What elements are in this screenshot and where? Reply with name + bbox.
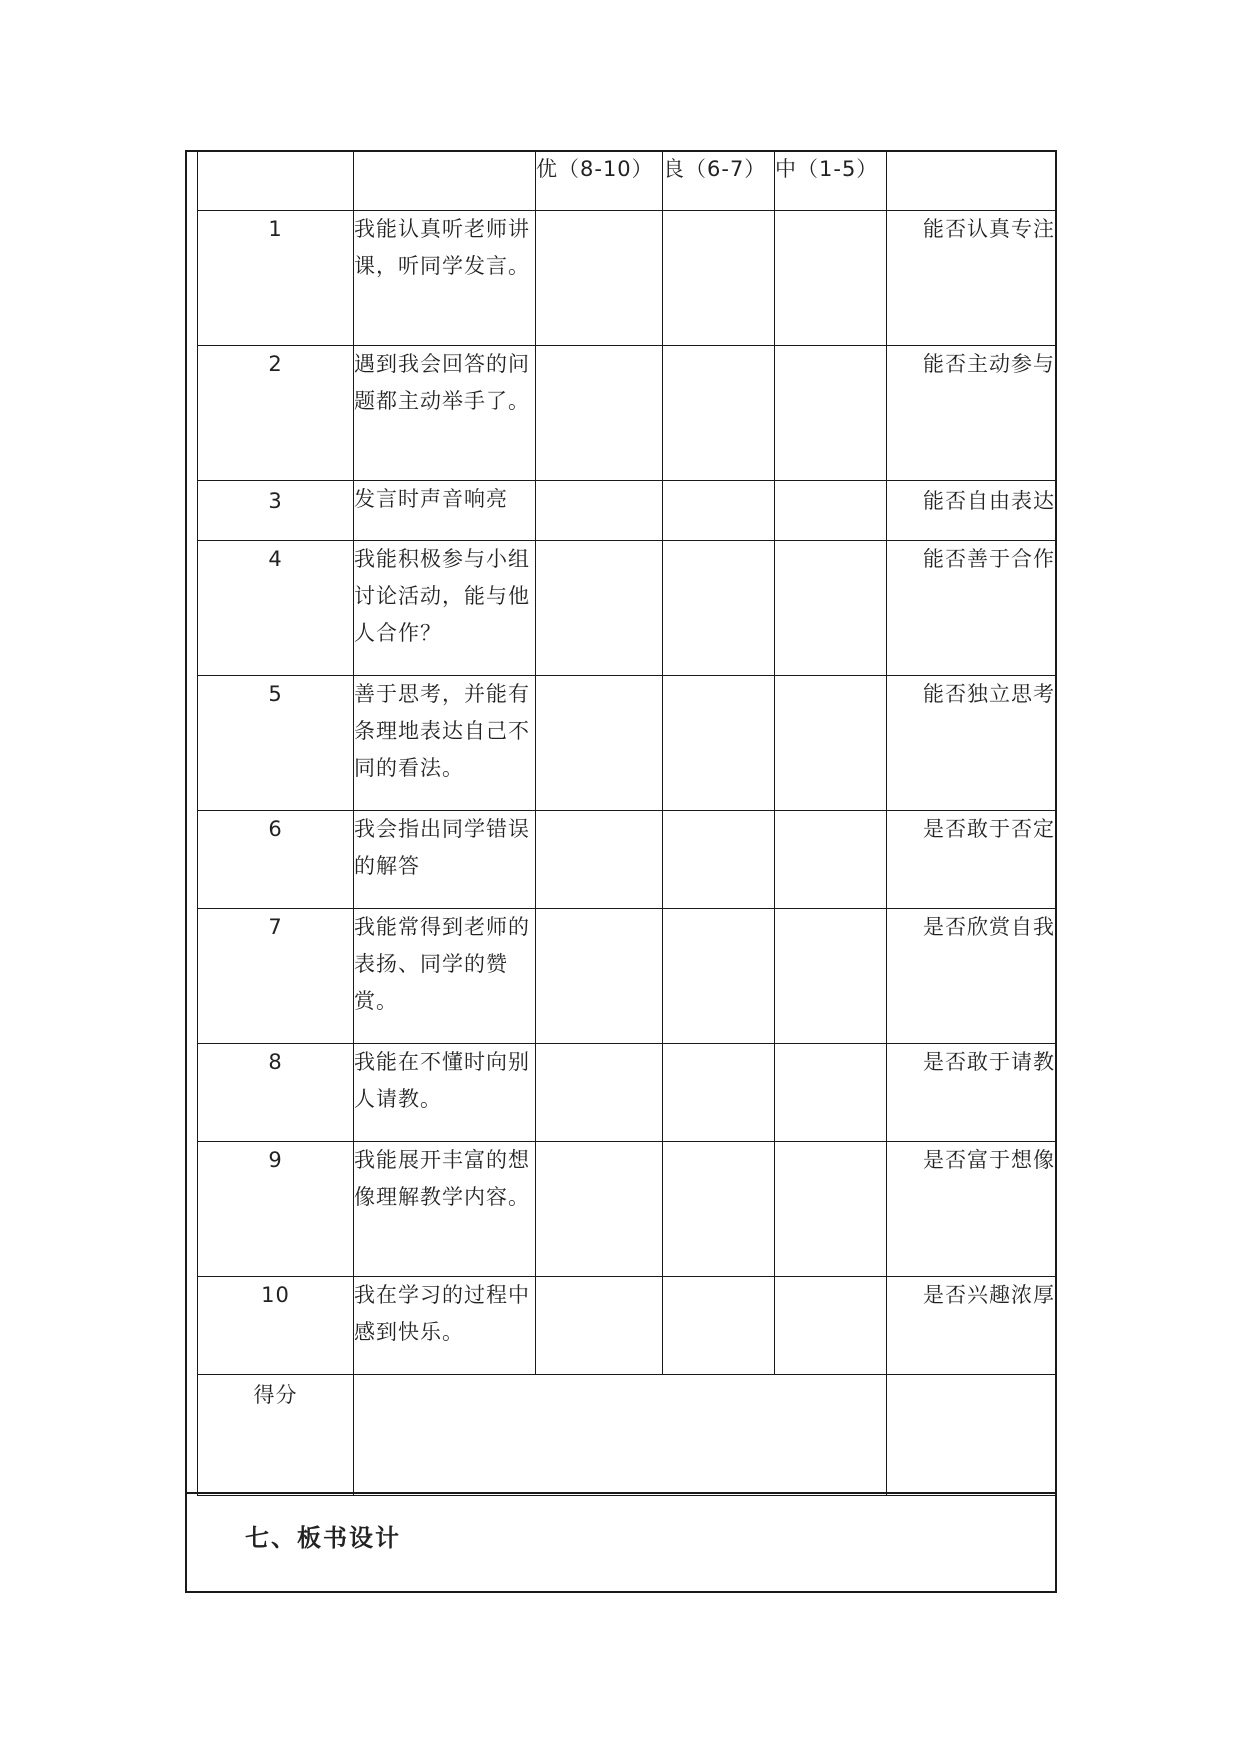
score-cell [775, 811, 887, 909]
row-description: 我能积极参与小组讨论活动，能与他人合作？ [354, 541, 536, 676]
row-criterion: 是否兴趣浓厚 [887, 1277, 1056, 1375]
row-number: 6 [198, 811, 354, 909]
header-level-excellent: 优（8-10） [536, 151, 663, 211]
row-description: 我能在不懂时向别人请教。 [354, 1044, 536, 1142]
score-cell [663, 481, 775, 541]
row-criterion: 能否主动参与 [887, 346, 1056, 481]
score-cell [775, 481, 887, 541]
row-criterion: 是否欣赏自我 [887, 909, 1056, 1044]
row-criterion: 能否独立思考 [887, 676, 1056, 811]
row-description: 我能展开丰富的想像理解教学内容。 [354, 1142, 536, 1277]
score-cell [775, 1044, 887, 1142]
score-cell [775, 346, 887, 481]
score-cell [536, 481, 663, 541]
row-description: 我会指出同学错误的解答 [354, 811, 536, 909]
score-cell [775, 541, 887, 676]
score-remark-cell [887, 1375, 1056, 1496]
row-criterion: 能否善于合作 [887, 541, 1056, 676]
row-number: 4 [198, 541, 354, 676]
score-cell [663, 1277, 775, 1375]
score-row [198, 1375, 1056, 1496]
table-row [198, 676, 1056, 811]
score-cell [536, 346, 663, 481]
score-cell [536, 541, 663, 676]
score-cell [536, 909, 663, 1044]
score-cell [775, 1277, 887, 1375]
row-number: 2 [198, 346, 354, 481]
row-description: 我能常得到老师的表扬、同学的赞赏。 [354, 909, 536, 1044]
row-criterion: 是否敢于请教 [887, 1044, 1056, 1142]
row-number: 3 [198, 481, 354, 541]
score-cell [663, 909, 775, 1044]
row-description: 我能认真听老师讲课，听同学发言。 [354, 211, 536, 346]
score-cell [536, 676, 663, 811]
score-cell [663, 1044, 775, 1142]
table-row [198, 481, 1056, 541]
score-label: 得分 [198, 1375, 354, 1496]
table-row [198, 541, 1056, 676]
evaluation-table [197, 150, 1056, 1496]
row-criterion: 能否自由表达 [887, 481, 1056, 541]
score-cell [775, 1142, 887, 1277]
row-description: 善于思考，并能有条理地表达自己不同的看法。 [354, 676, 536, 811]
row-criterion: 能否认真专注 [887, 211, 1056, 346]
header-blank-num [198, 151, 354, 211]
score-cell [536, 211, 663, 346]
row-number: 10 [198, 1277, 354, 1375]
score-total-cell [354, 1375, 887, 1496]
row-number: 9 [198, 1142, 354, 1277]
row-description: 遇到我会回答的问题都主动举手了。 [354, 346, 536, 481]
table-row [198, 346, 1056, 481]
table-row [198, 1044, 1056, 1142]
score-cell [775, 909, 887, 1044]
score-cell [663, 211, 775, 346]
row-number: 8 [198, 1044, 354, 1142]
score-cell [663, 811, 775, 909]
table-row [198, 909, 1056, 1044]
table-row [198, 211, 1056, 346]
header-blank-desc [354, 151, 536, 211]
section-title: 七、板书设计 [245, 1524, 401, 1552]
score-cell [663, 1142, 775, 1277]
row-criterion: 是否富于想像 [887, 1142, 1056, 1277]
score-cell [536, 1142, 663, 1277]
score-cell [663, 346, 775, 481]
table-row [198, 1277, 1056, 1375]
header-level-fair: 中（1-5） [775, 151, 887, 211]
row-description: 发言时声音响亮 [354, 481, 536, 541]
score-cell [663, 676, 775, 811]
row-number: 7 [198, 909, 354, 1044]
score-cell [536, 811, 663, 909]
score-cell [536, 1044, 663, 1142]
row-criterion: 是否敢于否定 [887, 811, 1056, 909]
header-level-good: 良（6-7） [663, 151, 775, 211]
score-cell [536, 1277, 663, 1375]
table-row [198, 811, 1056, 909]
score-cell [663, 541, 775, 676]
table-row [198, 1142, 1056, 1277]
table-header-row [198, 151, 1056, 211]
score-cell [775, 211, 887, 346]
row-description: 我在学习的过程中感到快乐。 [354, 1277, 536, 1375]
row-number: 5 [198, 676, 354, 811]
row-number: 1 [198, 211, 354, 346]
header-blank-crit [887, 151, 1056, 211]
score-cell [775, 676, 887, 811]
